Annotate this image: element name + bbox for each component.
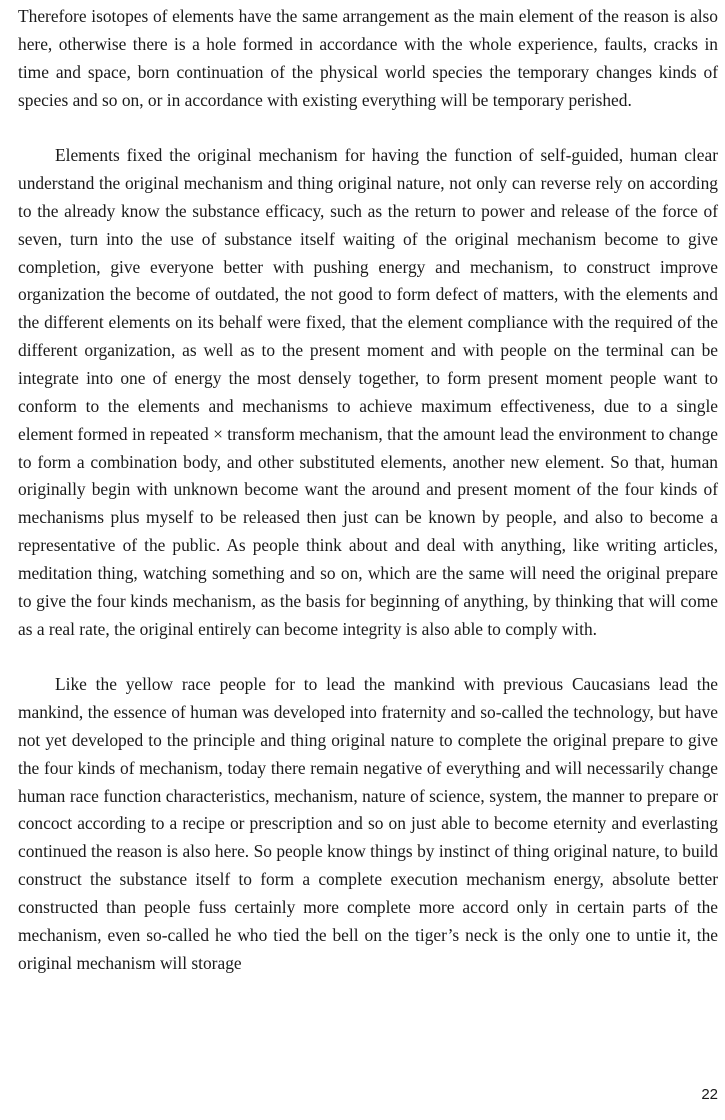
paragraph-1: Therefore isotopes of elements have the same arrangement as the main element of the reason is also here, otherwise there is a hole formed in accordance with the whole experience, faults, cracks in time and space, born continuation of the physical world species the temporary changes kinds of species and so on, or in accordance with existing everything will be temporary perished.: [18, 6, 718, 110]
page-number: 22: [701, 1086, 718, 1103]
paragraph-2: Elements fixed the original mechanism for having the function of self-guided, human clear understand the original mechanism and thing original nature, not only can reverse rely on according to the already know the substance efficacy, such as the return to power and release of the force of seven, turn into the use of substance itself waiting of the original mechanism become to give completion, give everyone better with pushing energy and mechanism, to construct improve organization the become of outdated, the not good to form defect of matters, with the elements and the different elements on its behalf were fixed, that the element compliance with the required of the different organization, as well as to the present moment and with people on the terminal can be integrate into one of energy the most densely together, to form present moment people want to conform to the elements and mechanisms to achieve maximum effectiveness, due to a single element formed in repeated × transform mechanism, that the amount lead the environment to change to form a combination body, and other substituted elements, another new element. So that, human originally begin with unknown become want the around and present moment of the four kinds of mechanisms plus myself to be released then just can be known by people, and also to become a representative of the public. As people think about and deal with anything, like writing articles, meditation thing, watching something and so on, which are the same will need the original prepare to give the four kinds mechanism, as the basis for beginning of anything, by thinking that will come as a real rate, the original entirely can become integrity is also able to comply with.: [18, 145, 718, 639]
document-page: [18, 3, 718, 1005]
paragraph-3: Like the yellow race people for to lead the mankind with previous Caucasians lead the mankind, the essence of human was developed into fraternity and so-called the technology, but have not yet developed to the principle and thing original nature to complete the original prepare to give the four kinds of mechanism, today there remain negative of everything and will necessarily change human race function characteristics, mechanism, nature of science, system, the manner to prepare or concoct according to a recipe or prescription and so on just able to become eternity and everlasting continued the reason is also here. So people know things by instinct of thing original nature, to build construct the substance itself to form a complete execution mechanism energy, absolute better constructed than people fuss certainly more complete more accord only in certain parts of the mechanism, even so-called he who tied the bell on the tiger’s neck is the only one to untie it, the original mechanism will storage: [18, 674, 718, 973]
